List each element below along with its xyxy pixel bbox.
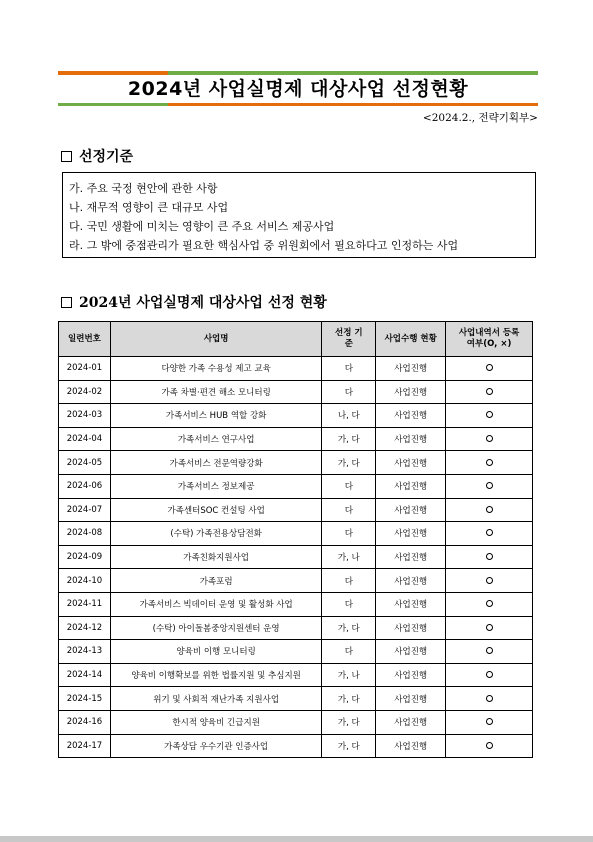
cell-project-name: 가족서비스 정보제공	[110, 474, 321, 498]
cell-serial: 2024-04	[59, 427, 111, 451]
cell-serial: 2024-05	[59, 451, 111, 475]
cell-progress: 사업진행	[376, 380, 446, 404]
cell-registered	[446, 569, 533, 593]
title-bottom-rule-orange	[168, 103, 538, 106]
cell-project-name: 가족포럼	[110, 569, 321, 593]
date-department-line: <2024.2., 전략기획부>	[422, 112, 538, 124]
cell-progress: 사업진행	[376, 710, 446, 734]
checkbox-square-icon	[61, 297, 72, 308]
registered-mark-icon	[486, 435, 493, 442]
cell-serial: 2024-17	[59, 734, 111, 758]
status-heading-text: 2024년 사업실명제 대상사업 선정 현황	[79, 295, 327, 311]
cell-serial: 2024-06	[59, 474, 111, 498]
criteria-item: 가. 주요 국정 현안에 관한 사항	[69, 182, 218, 195]
cell-serial: 2024-03	[59, 404, 111, 428]
table-row	[59, 545, 533, 569]
cell-registered	[446, 498, 533, 522]
registered-mark-icon	[486, 647, 493, 654]
cell-project-name: 양육비 이행 모니터링	[110, 640, 321, 664]
cell-progress: 사업진행	[376, 427, 446, 451]
cell-serial: 2024-14	[59, 663, 111, 687]
table-row	[59, 710, 533, 734]
table-row	[59, 498, 533, 522]
cell-criteria: 다	[322, 640, 376, 664]
cell-criteria: 다	[322, 522, 376, 546]
table-row	[59, 357, 533, 381]
table-header-row	[59, 322, 533, 357]
criteria-item: 라. 그 밖에 중점관리가 필요한 핵심사업 중 위원회에서 필요하다고 인정하는 사업	[69, 239, 459, 252]
col-header-serial: 일련번호	[59, 322, 111, 357]
cell-registered	[446, 522, 533, 546]
registered-mark-icon	[486, 411, 493, 418]
cell-serial: 2024-07	[59, 498, 111, 522]
cell-project-name: 가족상담 우수기관 인증사업	[110, 734, 321, 758]
page-title: 2024년 사업실명제 대상사업 선정현황	[127, 78, 469, 100]
table-row	[59, 380, 533, 404]
cell-criteria: 다	[322, 498, 376, 522]
cell-criteria: 가, 다	[322, 451, 376, 475]
cell-criteria: 다	[322, 592, 376, 616]
cell-progress: 사업진행	[376, 357, 446, 381]
col-header-registered: 사업내역서 등록여부(O, ×)	[446, 322, 533, 357]
cell-progress: 사업진행	[376, 640, 446, 664]
cell-serial: 2024-15	[59, 687, 111, 711]
cell-project-name: (수탁) 가족전용상담전화	[110, 522, 321, 546]
title-bottom-rule	[58, 103, 538, 106]
cell-project-name: 다양한 가족 수용성 제고 교육	[110, 357, 321, 381]
cell-registered	[446, 427, 533, 451]
cell-progress: 사업진행	[376, 569, 446, 593]
cell-registered	[446, 380, 533, 404]
table-row	[59, 522, 533, 546]
title-top-rule-orange	[58, 71, 168, 75]
cell-progress: 사업진행	[376, 663, 446, 687]
col-header-project-name: 사업명	[110, 322, 321, 357]
cell-progress: 사업진행	[376, 451, 446, 475]
cell-criteria: 가, 다	[322, 734, 376, 758]
cell-serial: 2024-08	[59, 522, 111, 546]
table-row	[59, 569, 533, 593]
cell-project-name: 가족센터SOC 컨설팅 사업	[110, 498, 321, 522]
registered-mark-icon	[486, 506, 493, 513]
cell-serial: 2024-13	[59, 640, 111, 664]
cell-progress: 사업진행	[376, 616, 446, 640]
status-heading	[61, 292, 327, 312]
cell-progress: 사업진행	[376, 687, 446, 711]
table-row	[59, 640, 533, 664]
cell-project-name: 가족서비스 빅데이터 운영 및 활성화 사업	[110, 592, 321, 616]
title-top-rule	[58, 71, 538, 75]
table-row	[59, 687, 533, 711]
registered-mark-icon	[486, 695, 493, 702]
registered-mark-icon	[486, 364, 493, 371]
criteria-box	[62, 172, 536, 258]
registered-mark-icon	[486, 600, 493, 607]
project-status-table	[58, 321, 533, 758]
cell-progress: 사업진행	[376, 404, 446, 428]
cell-project-name: 가족친화지원사업	[110, 545, 321, 569]
table-row	[59, 592, 533, 616]
cell-criteria: 다	[322, 569, 376, 593]
cell-registered	[446, 404, 533, 428]
criteria-item: 다. 국민 생활에 미치는 영향이 큰 주요 서비스 제공사업	[69, 220, 335, 233]
cell-criteria: 가, 다	[322, 427, 376, 451]
page-bottom-edge	[0, 836, 593, 842]
cell-serial: 2024-09	[59, 545, 111, 569]
table-row	[59, 427, 533, 451]
cell-project-name: (수탁) 아이돌봄중앙지원센터 운영	[110, 616, 321, 640]
cell-registered	[446, 640, 533, 664]
criteria-heading	[61, 146, 133, 166]
table-row	[59, 616, 533, 640]
registered-mark-icon	[486, 577, 493, 584]
cell-project-name: 양육비 이행확보를 위한 법률지원 및 추심지원	[110, 663, 321, 687]
cell-project-name: 가족서비스 HUB 역할 강화	[110, 404, 321, 428]
cell-registered	[446, 734, 533, 758]
cell-serial: 2024-11	[59, 592, 111, 616]
table-row	[59, 663, 533, 687]
cell-criteria: 가, 나	[322, 663, 376, 687]
cell-registered	[446, 545, 533, 569]
cell-registered	[446, 357, 533, 381]
cell-project-name: 가족서비스 연구사업	[110, 427, 321, 451]
cell-registered	[446, 474, 533, 498]
criteria-item: 나. 재무적 영향이 큰 대규모 사업	[69, 201, 229, 214]
cell-progress: 사업진행	[376, 498, 446, 522]
col-header-progress: 사업수행 현황	[376, 322, 446, 357]
col-header-criteria: 선정 기준	[322, 322, 376, 357]
cell-serial: 2024-10	[59, 569, 111, 593]
registered-mark-icon	[486, 482, 493, 489]
table-row	[59, 734, 533, 758]
cell-criteria: 가, 다	[322, 616, 376, 640]
cell-registered	[446, 592, 533, 616]
cell-serial: 2024-16	[59, 710, 111, 734]
registered-mark-icon	[486, 388, 493, 395]
title-top-rule-green	[168, 71, 538, 75]
table-row	[59, 474, 533, 498]
cell-project-name: 가족서비스 전문역량강화	[110, 451, 321, 475]
cell-progress: 사업진행	[376, 522, 446, 546]
cell-criteria: 다	[322, 474, 376, 498]
cell-registered	[446, 616, 533, 640]
cell-serial: 2024-01	[59, 357, 111, 381]
cell-progress: 사업진행	[376, 545, 446, 569]
cell-project-name: 위기 및 사회적 재난가족 지원사업	[110, 687, 321, 711]
registered-mark-icon	[486, 624, 493, 631]
cell-project-name: 가족 차별·편견 해소 모니터링	[110, 380, 321, 404]
cell-registered	[446, 663, 533, 687]
cell-criteria: 가, 다	[322, 710, 376, 734]
cell-progress: 사업진행	[376, 734, 446, 758]
table-row	[59, 404, 533, 428]
cell-serial: 2024-02	[59, 380, 111, 404]
cell-criteria: 가, 나	[322, 545, 376, 569]
registered-mark-icon	[486, 718, 493, 725]
cell-criteria: 다	[322, 357, 376, 381]
title-bottom-rule-green	[58, 103, 168, 106]
cell-project-name: 한시적 양육비 긴급지원	[110, 710, 321, 734]
registered-mark-icon	[486, 671, 493, 678]
cell-criteria: 나, 다	[322, 404, 376, 428]
cell-criteria: 다	[322, 380, 376, 404]
cell-criteria: 가, 다	[322, 687, 376, 711]
registered-mark-icon	[486, 459, 493, 466]
table-body	[59, 357, 533, 758]
cell-progress: 사업진행	[376, 474, 446, 498]
checkbox-square-icon	[61, 151, 72, 162]
cell-registered	[446, 451, 533, 475]
table-row	[59, 451, 533, 475]
cell-registered	[446, 687, 533, 711]
cell-registered	[446, 710, 533, 734]
cell-serial: 2024-12	[59, 616, 111, 640]
registered-mark-icon	[486, 529, 493, 536]
registered-mark-icon	[486, 553, 493, 560]
criteria-heading-text: 선정기준	[79, 149, 134, 165]
registered-mark-icon	[486, 742, 493, 749]
cell-progress: 사업진행	[376, 592, 446, 616]
